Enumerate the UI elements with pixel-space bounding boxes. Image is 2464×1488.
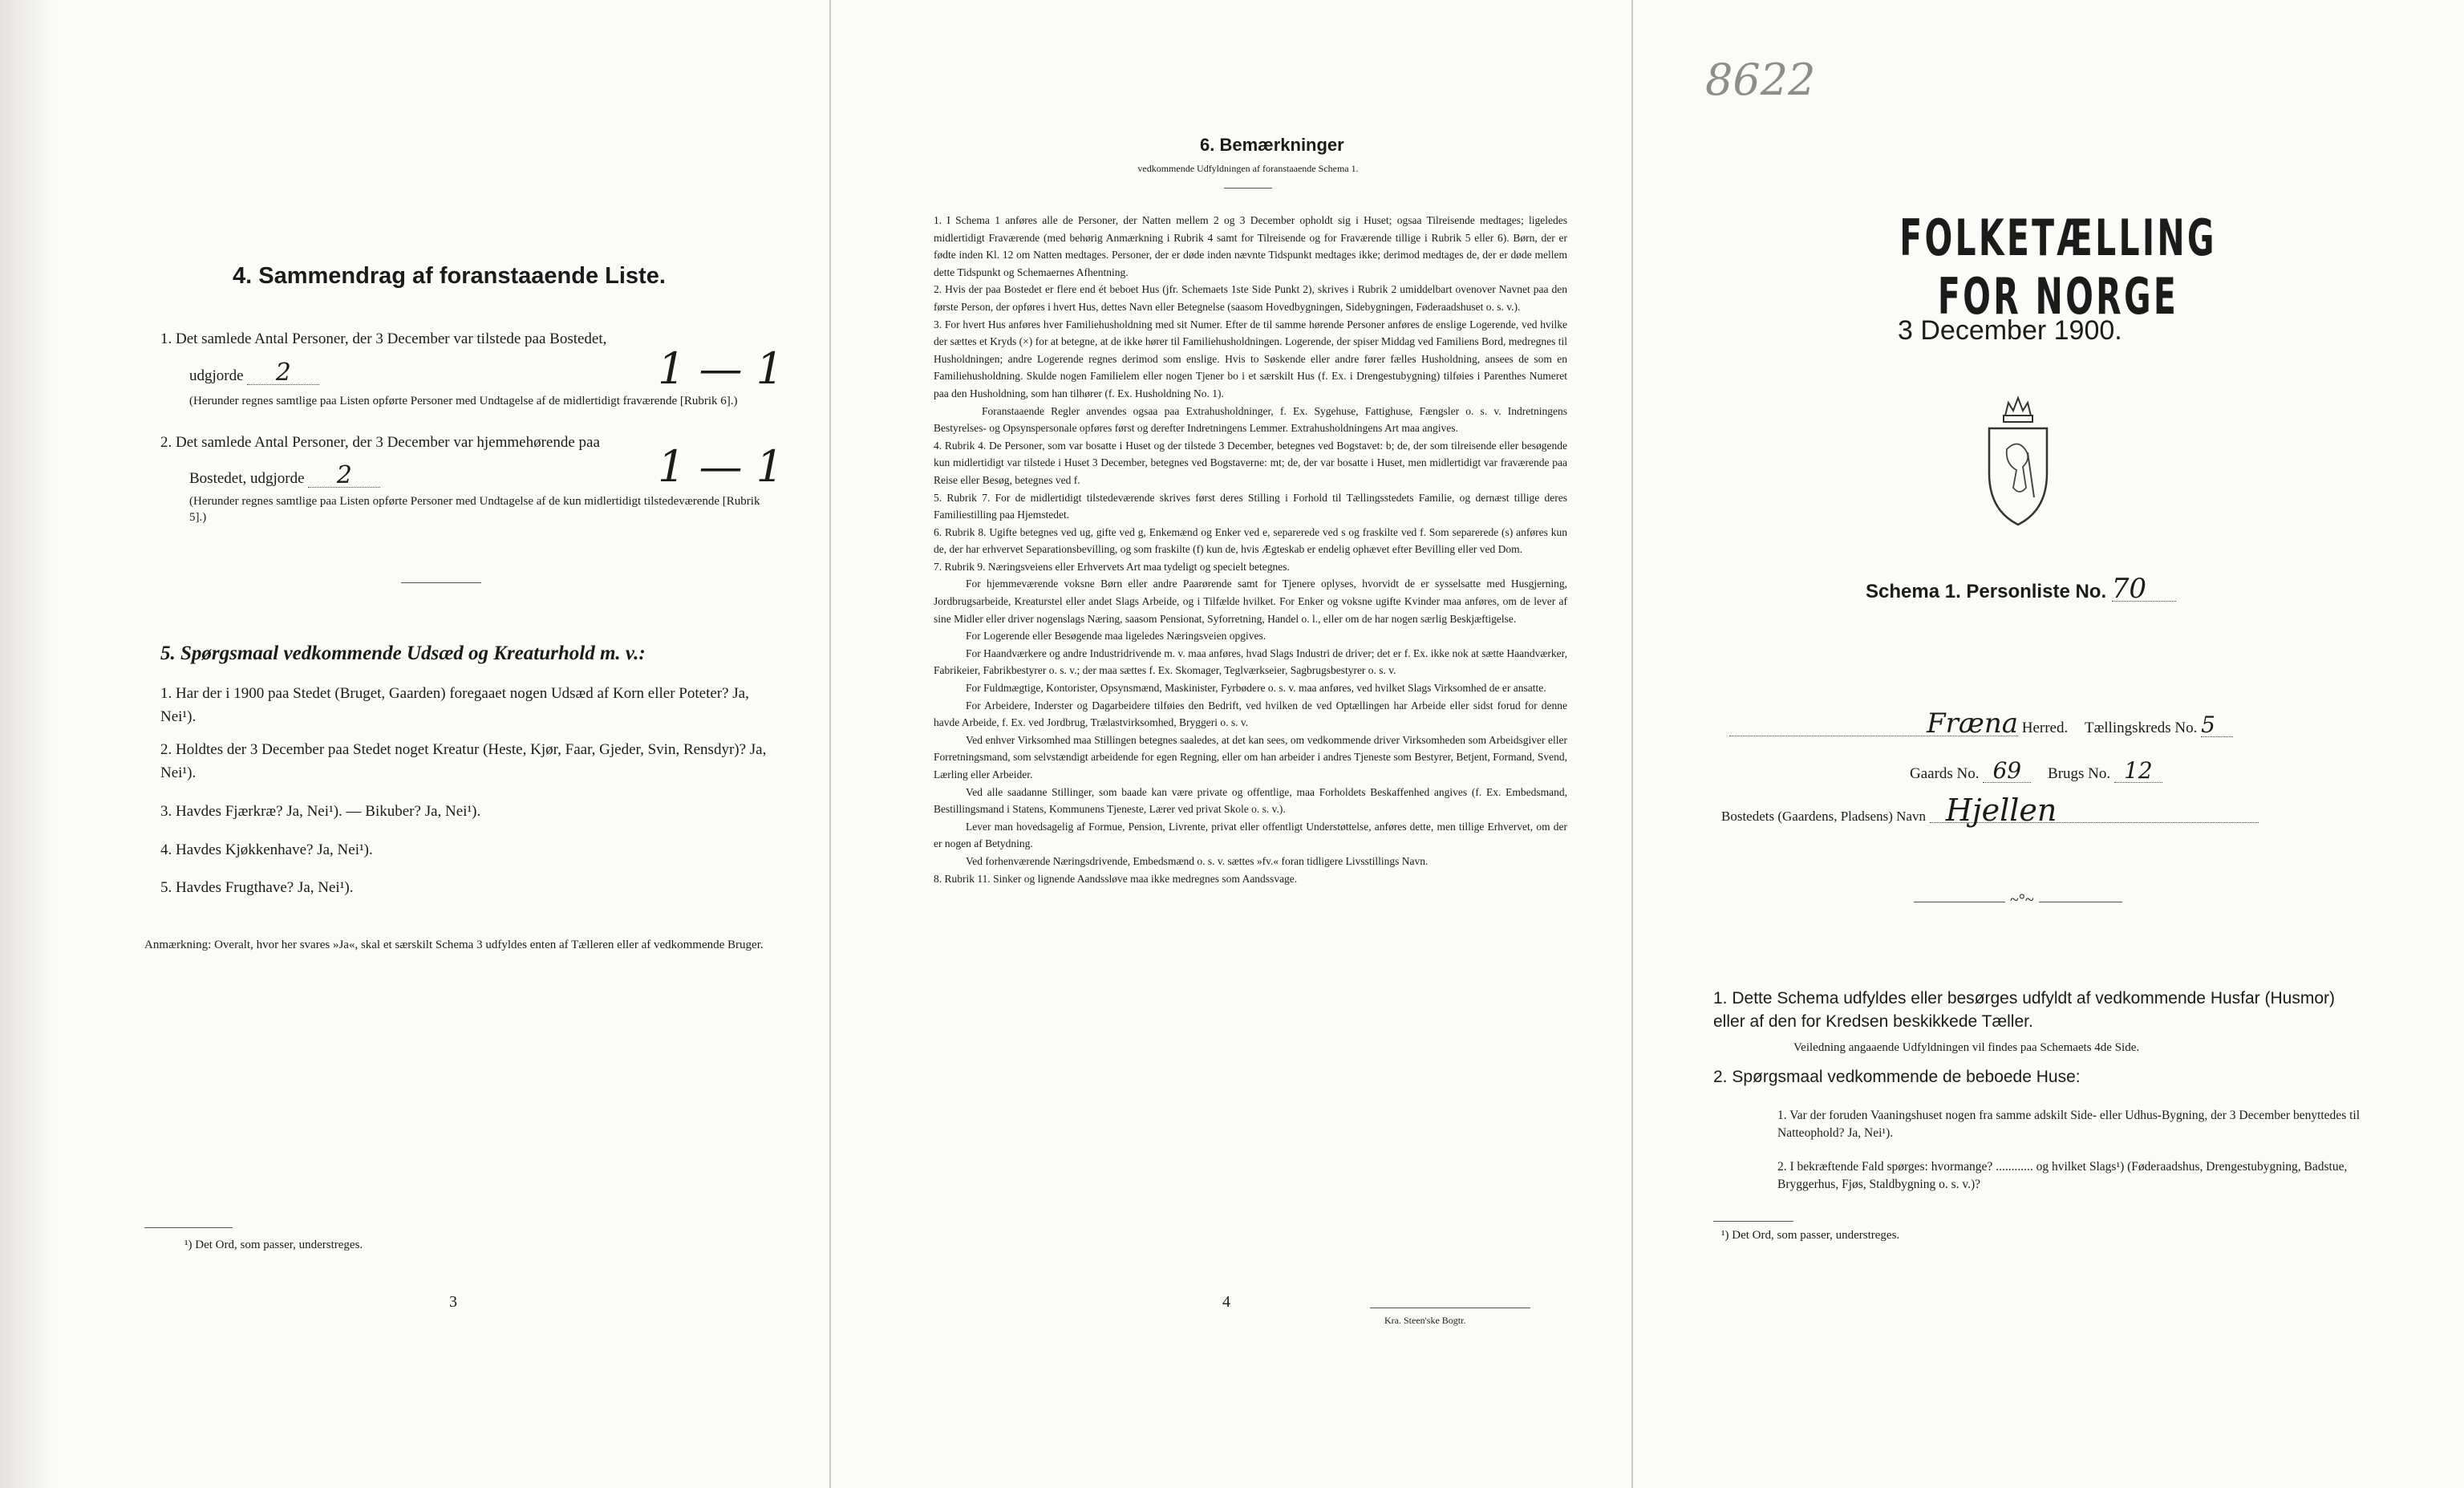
summary-q1-label: udgjorde (189, 367, 244, 384)
summary-q1-answer (189, 361, 319, 387)
remark-item: Ved enhver Virksomhed maa Stillingen betegnes saaledes, at det kan sees, om vedkommende driver Virksomheden som Arbeidsgiver eller Forretningsmand, som selvstændigt arbeidende for egen Regning, eller om han arbeider i andres Tjeneste som Bestyrer, Betjent, Formand, Svend, Lærling eller Arbeider. (934, 733, 1567, 780)
summary-q1-tally: 1 — 1 (658, 343, 784, 394)
remark-item: 6. Rubrik 8. Ugifte betegnes ved ug, gifte ved g, Enkemænd og Enker ved e, separerede ved s og fraskilte ved f. Som separerede (s) anføres kun de, der har erhvervet Separationsbevilling, og som fraskilte (f) kun de, hvis Ægteskab er endelig ophævet efter Bevilling eller ved Dom. (934, 525, 1567, 556)
footnote: ¹) Det Ord, som passer, understreges. (1721, 1229, 1900, 1242)
remark-item: Ved forhenværende Næringsdrivende, Embedsmænd o. s. v. sættes »fv.« foran tidligere Livsstillings Navn. (966, 854, 1429, 867)
summary-q2: 2. Det samlede Antal Personer, der 3 December var hjemmehørende paa (160, 434, 600, 451)
ornament: ~°~ (2005, 889, 2039, 912)
remark-item: For Haandværkere og andre Industridrivende m. v. maa anføres, hvad Slags Industri de driver; det er f. Ex. ikke nok at sætte Haandværker, Fabrikeier, Fabrikbestyrer o. s. v.; der maa sættes f. Ex. Skomager, Teglværkseier, Sagbrugsbestyrer o. s. v. (934, 647, 1567, 677)
bosted-value: Hjellen (1930, 799, 2259, 823)
remark-item: 1. I Schema 1 anføres alle de Personer, der Natten mellem 2 og 3 December opholdt sig i Huset; ogsaa Tilreisende medtages; ligeledes midlertidigt Fraværende (med behørig Anmærkning i Rubrik 4 samt for Tilreisende og for Fraværende tillige i Rubrik 5 eller 6). Børn, der er fødte inden Kl. 12 om Natten medtages. Personer, der er døde inden nævnte Tidspunkt medtages ikke; derimod medtages de, der er døde mellem dette Tidspunkt og Schemaernes Afhentning. (934, 214, 1567, 278)
schema-line (1866, 573, 2176, 605)
remark-item: 2. Hvis der paa Bostedet er flere end ét beboet Hus (jfr. Schemaets 1ste Side Punkt 2), skrives i Rubrik 2 umiddelbart ovenover Navnet paa den første Person, der opføres i hvert Hus, dettes Navn eller Betegnelse (saasom Hovedbygningen, Sidebygningen, Føderaadshuset o. s. v.). (934, 283, 1567, 313)
summary-q1: 1. Det samlede Antal Personer, der 3 December var tilstede paa Bostedet, (160, 330, 607, 347)
census-title: FOLKETÆLLING FOR NORGE (1899, 209, 2217, 326)
question-5-1: 1. Har der i 1900 paa Stedet (Bruget, Gaarden) foregaaet nogen Udsæd af Korn eller Poteter? Ja, Nei¹). (160, 685, 749, 725)
summary-q2-note: (Herunder regnes samtlige paa Listen opførte Personer med Undtagelse af de kun midlertidigt tilstedeværende [Rubrik 5].) (189, 495, 760, 524)
remarks-list (934, 212, 1567, 887)
schema-label: Schema 1. Personliste No. (1866, 581, 2107, 602)
printer-mark: Kra. Steen'ske Bogtr. (1384, 1315, 1466, 1326)
remarks-subheading: vedkommende Udfyldningen af foranstaaende Schema 1. (1137, 163, 1359, 174)
remark-item: Ved alle saadanne Stillinger, som baade kan være private og offentlige, maa Forholdets Beskaffenhed angives (f. Ex. Embedsmand, Bestillingsmand i Statens, Kommunens Tjeneste, Lærer ved privat Skole o. s. v.). (934, 785, 1567, 816)
summary-q2-tally: 1 — 1 (658, 441, 784, 492)
instruction-2-1: 1. Var der foruden Vaaningshuset nogen fra samme adskilt Side- eller Udhus-Bygning, der 3 December benyttedes til Natteophold? Ja, Nei¹). (1777, 1109, 2361, 1140)
page-3 (0, 0, 831, 1488)
instruction-1-sub: Veiledning angaaende Udfyldningen vil findes paa Schemaets 4de Side. (1793, 1041, 2140, 1054)
gaards-label: Gaards No. (1910, 765, 1980, 782)
archive-number: 8622 (1705, 55, 1816, 105)
divider (1224, 188, 1272, 189)
remark-item: For Logerende eller Besøgende maa ligeledes Næringsveien opgives. (966, 630, 1266, 643)
brugs-value: 12 (2114, 759, 2162, 783)
bosted-label: Bostedets (Gaardens, Pladsens) Navn (1721, 809, 1926, 824)
remark-item: 7. Rubrik 9. Næringsveiens eller Erhvervets Art maa tydeligt og specielt betegnes. (934, 560, 1290, 573)
coat-of-arms-icon (1978, 393, 2058, 529)
brugs-label: Brugs No. (2048, 765, 2111, 782)
remark-item: For Fuldmægtige, Kontorister, Opsynsmænd, Maskinister, Fyrbødere o. s. v. maa anføres, ved hvilket Slags Virksomhed de er ansatte. (966, 682, 1546, 695)
question-5-5: 5. Havdes Frugthave? Ja, Nei¹). (160, 879, 354, 896)
summary-q1-value: 2 (247, 361, 319, 385)
divider (401, 582, 481, 583)
question-5-2: 2. Holdtes der 3 December paa Stedet noget Kreatur (Heste, Kjør, Faar, Gjeder, Svin, Rensdyr)? Ja, Nei¹). (160, 741, 767, 781)
remark-item: Foranstaaende Regler anvendes ogsaa paa Extrahusholdninger, f. Ex. Sygehuse, Fattighuse, Fængsler o. s. v. Indretningens Bestyrelses- og Opsynspersonale opføres først og derefter Indretningens Lemmer. Extrahusholdningens Art maa angives. (934, 404, 1567, 435)
gaards-value: 69 (1983, 759, 2031, 783)
remark-item: 8. Rubrik 11. Sinker og lignende Aandssløve maa ikke medregnes som Aandssvage. (934, 872, 1298, 885)
bosted-line (1721, 793, 2443, 828)
summary-q2-value: 2 (308, 464, 380, 488)
census-date: 3 December 1900. (1898, 315, 2122, 346)
question-5-4: 4. Havdes Kjøkkenhave? Ja, Nei¹). (160, 841, 373, 858)
remark: Anmærkning: Overalt, hvor her svares »Ja«, skal et særskilt Schema 3 udfyldes enten af Tælleren eller af vedkommende Bruger. (144, 939, 764, 951)
summary-heading: 4. Sammendrag af foranstaaende Liste. (233, 263, 666, 289)
footnote: ¹) Det Ord, som passer, understreges. (184, 1239, 363, 1251)
footnote-rule (144, 1227, 233, 1228)
schema-value: 70 (2112, 578, 2176, 602)
herred-label: Herred. (2021, 720, 2069, 736)
remark-item: For hjemmeværende voksne Børn eller andre Paarørende samt for Tjenere oplyses, hvorvidt de er sysselsatte med Husgjerning, Jordbrugsarbeide, Kreaturstel eller andet Slags Arbeide, og i Tilfælde hvilket. For Enker og voksne ugifte Kvinder maa anføres, om de lever af sine Midler eller driver nogenslags Næring, saasom Pensionat, Syforretning, Handel o. l., eller om de har nogen særlig Beskjæftigelse. (934, 578, 1567, 625)
page-4 (831, 0, 1633, 1488)
question-5-3: 3. Havdes Fjærkræ? Ja, Nei¹). — Bikuber? Ja, Nei¹). (160, 803, 481, 820)
gaards-line (1910, 759, 2162, 785)
herred-value: Fræna (1729, 712, 2018, 736)
summary-q1-note: (Herunder regnes samtlige paa Listen opførte Personer med Undtagelse af de midlertidigt fraværende [Rubrik 6].) (189, 395, 738, 407)
page-number: 3 (449, 1293, 457, 1311)
herred-line (1729, 708, 2451, 740)
remark-item: 5. Rubrik 7. For de midlertidigt tilstedeværende skrives først deres Stilling i Forhold til Tællingsstedets Familie, og dernæst tillige deres Familiestilling paa Hjemstedet. (934, 491, 1567, 521)
questions-heading: 5. Spørgsmaal vedkommende Udsæd og Kreaturhold m. v.: (160, 643, 646, 664)
page-number: 4 (1222, 1293, 1230, 1311)
instruction-1: 1. Dette Schema udfyldes eller besørges udfyldt af vedkommende Husfar (Husmor) eller af den for Kredsen beskikkede Tæller. (1713, 989, 2336, 1031)
remark-item: For Arbeidere, Inderster og Dagarbeidere tilføies den Bedrift, ved hvilken de ved Optællingen har Arbeide eller sidst forud for denne havde Arbeide, f. Ex. ved Jordbrug, Trælastvirksomhed, Bryggeri o. s. v. (934, 699, 1567, 729)
page-edge (0, 0, 56, 1488)
cover-page (1633, 0, 2464, 1488)
summary-q2-label: Bostedet, udgjorde (189, 470, 305, 487)
instruction-2: 2. Spørgsmaal vedkommende de beboede Huse: (1713, 1068, 2081, 1086)
remarks-heading: 6. Bemærkninger (1200, 135, 1344, 155)
instruction-2-2: 2. I bekræftende Fald spørges: hvormange? ............ og hvilket Slags¹) (Føderaadshus, Drengestubygning, Badstue, Bryggerhus, Fjøs, Staldbygning o. s. v.)? (1777, 1160, 2348, 1191)
remark-item: 4. Rubrik 4. De Personer, som var bosatte i Huset og der tilstede 3 December, betegnes ved Bogstavet: b; de, der som tilreisende eller besøgende kun midlertidigt var tilstede i Huset 3 December, betegnes ved Bogstaverne: mt; de, der var bosatte i Huset, men midlertidigt var fraværende paa Reise eller Besøg, betegnes ved f. (934, 439, 1567, 486)
summary-q2-answer (189, 461, 380, 490)
footnote-rule (1713, 1221, 1793, 1222)
kreds-label: Tællingskreds No. (2085, 720, 2198, 736)
remark-item: Lever man hovedsagelig af Formue, Pension, Livrente, privat eller offentligt Understøttelse, anføres dette, men tillige Erhvervet, om der er nogen af Betydning. (934, 820, 1567, 850)
remark-item: 3. For hvert Hus anføres hver Familiehusholdning med sit Numer. Efter de til samme hørende Personer anføres de enslige Logerende, ved hvilke der sættes et Kryds (×) for at betegne, at de ikke hører til Familiehusholdningen. Logerende, der spiser Middag ved Familiens Bord, medregnes til Husholdningen; andre Logerende regnes derimod som enslige. Hvis to Søskende eller andre fører fælles Husholdning, ansees de som en Familiehusholdning. Skulde nogen Familielem eller nogen Tjener bo i et særskilt Hus (f. Ex. i Drengestubygning) tilføies i Parenthes Numeret paa den Husholdning, som han tilhører (f. Ex. Husholdning No. 1). (934, 318, 1567, 399)
kreds-value: 5 (2201, 713, 2233, 737)
